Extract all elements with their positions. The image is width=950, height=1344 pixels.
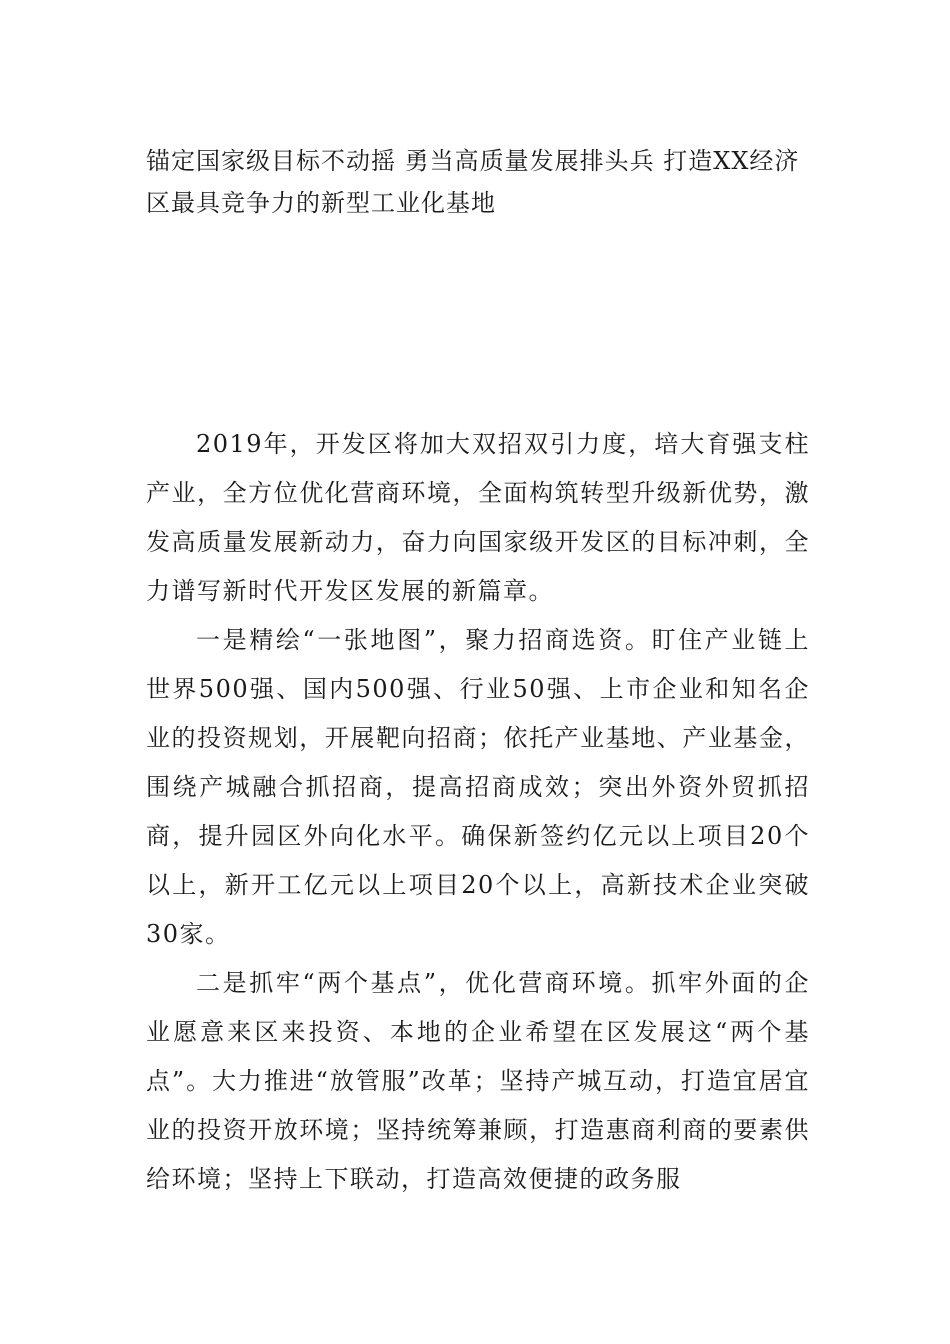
paragraph-business-environment: 二是抓牢“两个基点”，优化营商环境。抓牢外面的企业愿意来区来投资、本地的企业希望在区发展这“两个基点”。大力推进“放管服”改革；坚持产城互动，打造宜居宜业的投资开放环境；坚持统筹兼顾，打造惠商利商的要素供给环境；坚持上下联动，打造高效便捷的政务服 — [146, 969, 810, 1193]
document-title: 锚定国家级目标不动摇 勇当高质量发展排头兵 打造XX经济区最具竞争力的新型工业化基地 — [146, 147, 800, 217]
paragraph-investment: 一是精绘“一张地图”，聚力招商选资。盯住产业链上世界500强、国内500强、行业50强、上市企业和知名企业的投资规划，开展靶向招商；依托产业基地、产业基金，围绕产城融合抓招商，提高招商成效；突出外资外贸抓招商，提升园区外向化水平。确保新签约亿元以上项目20个以上，新开工亿元以上项目20个以上，高新技术企业突破30家。 — [146, 626, 810, 948]
paragraph-intro: 2019年，开发区将加大双招双引力度，培大育强支柱产业，全方位优化营商环境，全面构筑转型升级新优势，激发高质量发展新动力，奋力向国家级开发区的目标冲刺，全力谱写新时代开发区发展的新篇章。 — [146, 430, 810, 605]
document-body — [146, 420, 810, 1204]
